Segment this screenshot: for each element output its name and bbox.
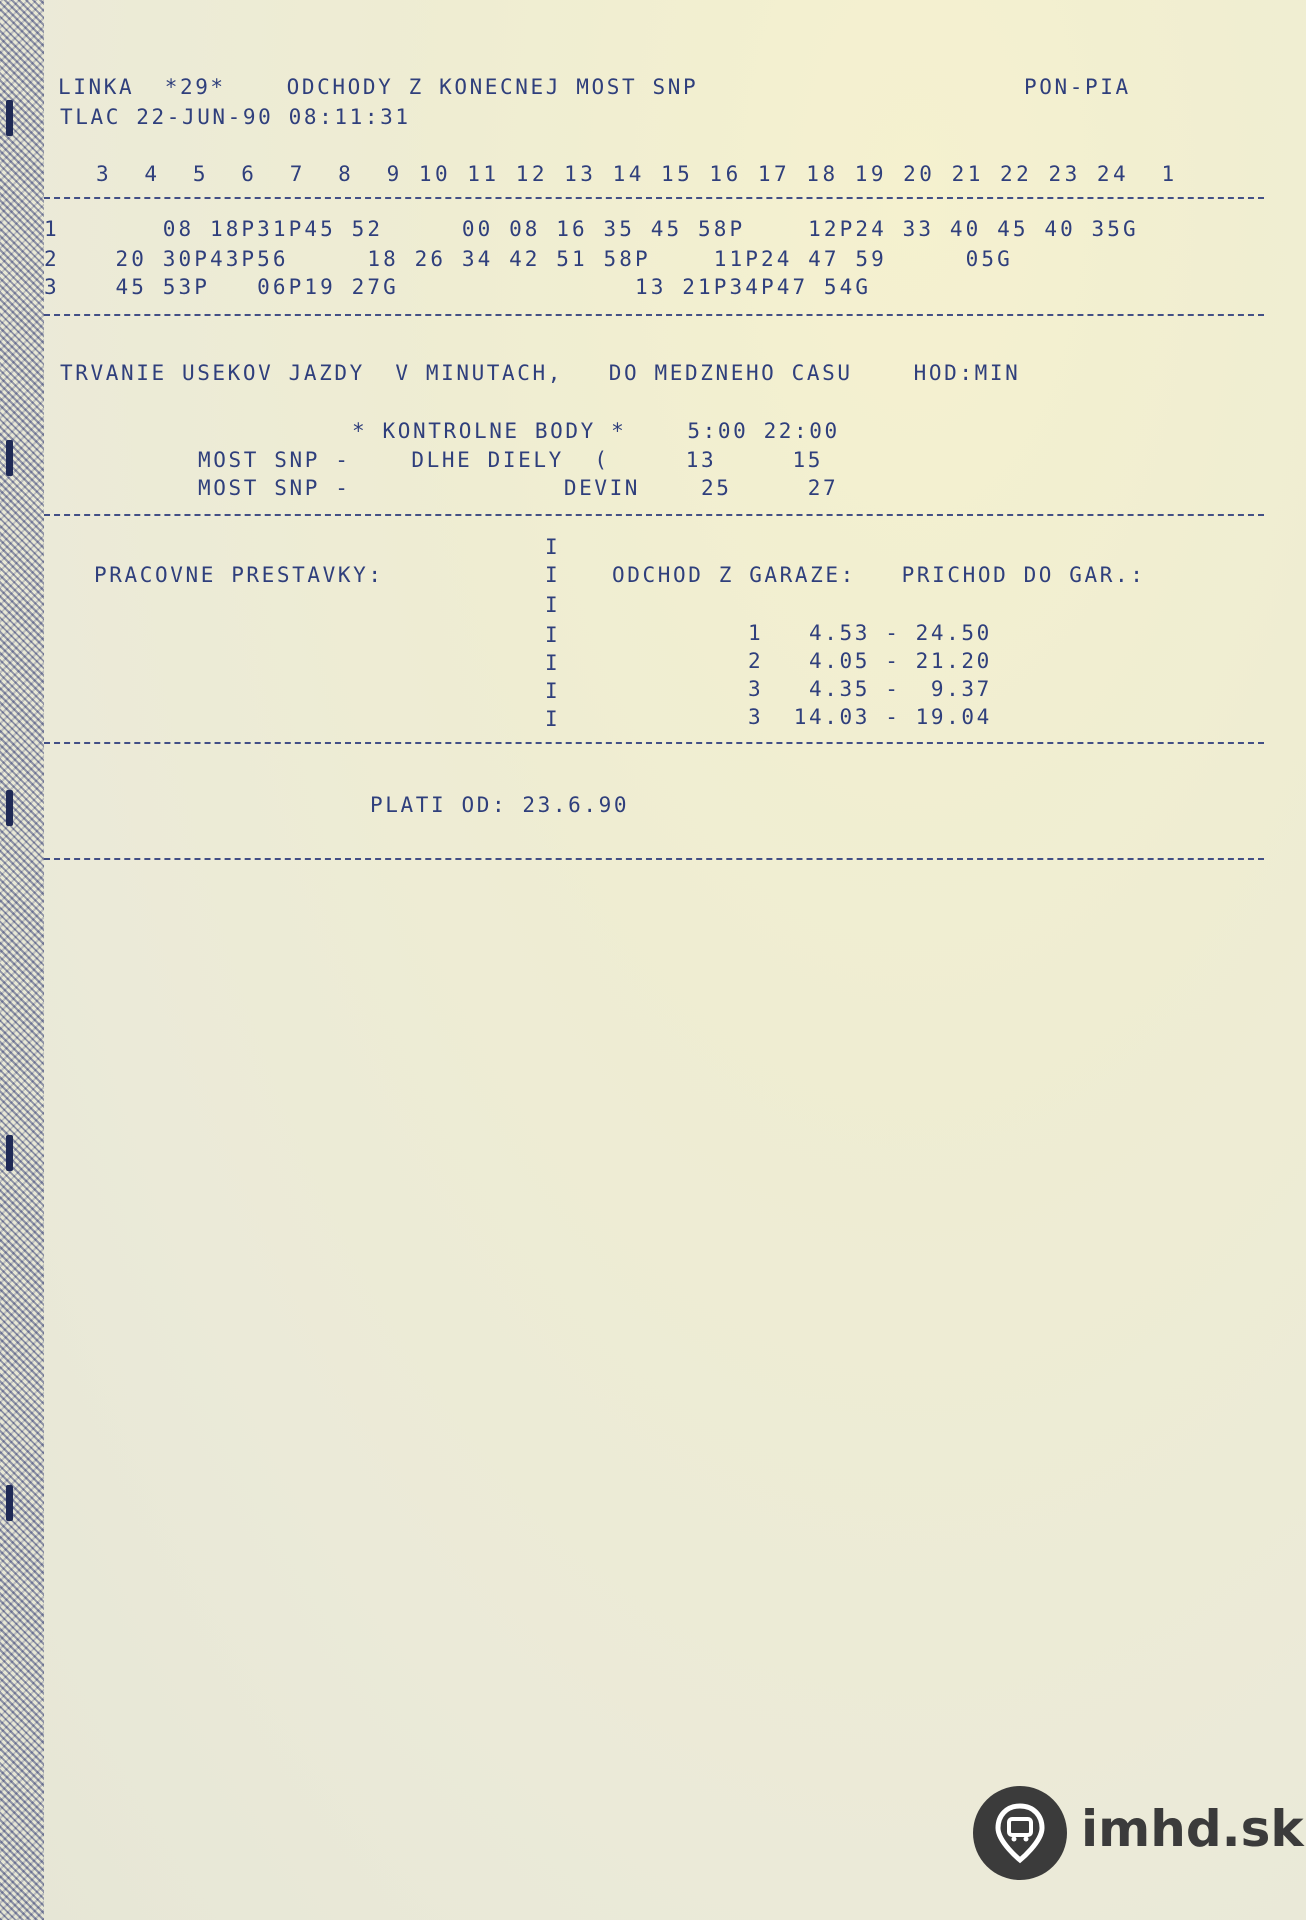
divider-char: I — [545, 679, 561, 703]
divider-char: I — [545, 563, 561, 587]
hours-row: 3 4 5 6 7 8 9 10 11 12 13 14 15 16 17 18 19 20 21 22 23 24 1 — [96, 162, 1178, 186]
divider-char: I — [545, 651, 561, 675]
valid-from: PLATI OD: 23.6.90 — [370, 793, 630, 817]
punch-mark — [6, 100, 13, 136]
divider-char: I — [545, 623, 561, 647]
garage-header: ODCHOD Z GARAZE: PRICHOD DO GAR.: — [612, 563, 1146, 587]
schedule-row-times: 08 18P31P45 52 00 08 16 35 45 58P 12P24 33 40 45 40 35G — [84, 217, 1139, 241]
separator — [44, 742, 1264, 744]
garage-row: 2 4.05 - 21.20 — [748, 649, 992, 673]
garage-row: 1 4.53 - 24.50 — [748, 621, 992, 645]
divider-char: I — [545, 593, 561, 617]
schedule-row-times: 20 30P43P56 18 26 34 42 51 58P 11P24 47 59 05G — [84, 247, 1013, 271]
perforated-edge — [0, 0, 44, 1920]
divider-char: I — [545, 707, 561, 731]
separator — [44, 858, 1264, 860]
duration-row: MOST SNP - DEVIN 25 27 — [198, 476, 839, 500]
separator — [44, 314, 1264, 316]
days-label: PON-PIA — [1024, 75, 1131, 99]
separator — [44, 514, 1264, 516]
bus-pin-icon — [973, 1786, 1067, 1880]
imhd-watermark — [973, 1786, 1304, 1882]
schedule-row-id: 1 — [44, 217, 60, 241]
schedule-row-id: 2 — [44, 247, 60, 271]
checkpoints-header: * KONTROLNE BODY * 5:00 22:00 — [352, 419, 840, 443]
separator — [44, 197, 1264, 199]
schedule-row-times: 45 53P 06P19 27G 13 21P34P47 54G — [84, 275, 872, 299]
print-timestamp: TLAC 22-JUN-90 08:11:31 — [60, 105, 411, 129]
punch-mark — [6, 790, 13, 826]
watermark-text: imhd.sk — [1081, 1800, 1304, 1858]
punch-mark — [6, 1485, 13, 1521]
schedule-row-id: 3 — [44, 275, 60, 299]
header-line: LINKA *29* ODCHODY Z KONECNEJ MOST SNP — [58, 75, 699, 99]
breaks-label: PRACOVNE PRESTAVKY: — [94, 563, 384, 587]
punch-mark — [6, 440, 13, 476]
garage-row: 3 4.35 - 9.37 — [748, 677, 992, 701]
durations-title: TRVANIE USEKOV JAZDY V MINUTACH, DO MEDZNEHO CASU HOD:MIN — [60, 361, 1021, 385]
punch-mark — [6, 1135, 13, 1171]
divider-char: I — [545, 535, 561, 559]
duration-row: MOST SNP - DLHE DIELY ( 13 15 — [198, 448, 823, 472]
garage-row: 3 14.03 - 19.04 — [748, 705, 992, 729]
